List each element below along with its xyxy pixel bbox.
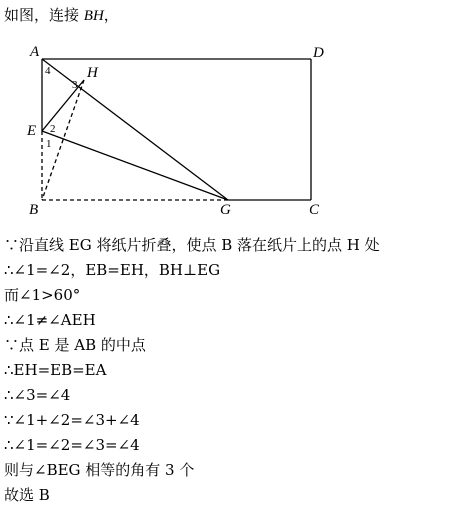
solution-line: ∵点 E 是 AB 的中点 (4, 336, 146, 354)
solution-line: ∴EH=EB=EA (4, 361, 107, 379)
intro-prefix: 如图，连接 (4, 6, 84, 24)
label-H: H (87, 65, 98, 81)
solution-line: ∴∠1=∠2=∠3=∠4 (4, 436, 140, 454)
solution-line: ∵∠1+∠2=∠3+∠4 (4, 411, 140, 429)
solution-line: ∴∠1≠∠AEH (4, 311, 96, 329)
intro-suffix: ， (103, 6, 119, 24)
segment-EH (42, 80, 84, 131)
label-G: G (220, 202, 231, 218)
segment-EG (42, 131, 228, 200)
label-D: D (313, 45, 324, 61)
angle-3-label: 3 (72, 79, 78, 91)
solution-line: ∴∠1=∠2，EB=EH，BH⊥EG (4, 261, 221, 279)
solution-line: ∴∠3=∠4 (4, 386, 71, 404)
angle-2-label: 2 (50, 123, 56, 135)
label-C: C (309, 202, 320, 218)
label-A: A (30, 44, 40, 60)
geometry-figure (0, 0, 463, 230)
segment-AG (42, 59, 228, 200)
angle-1-label: 1 (46, 138, 52, 150)
label-B: B (29, 202, 39, 218)
label-E: E (27, 123, 37, 139)
solution-line: 而∠1>60° (4, 286, 81, 304)
intro-segment: BH (83, 8, 104, 24)
solution-line: 则与∠BEG 相等的角有 3 个 (4, 461, 195, 479)
solution-line: 故选 B (4, 486, 50, 504)
solution-line: ∵沿直线 EG 将纸片折叠，使点 B 落在纸片上的点 H 处 (4, 236, 380, 254)
angle-4-label: 4 (45, 65, 51, 77)
